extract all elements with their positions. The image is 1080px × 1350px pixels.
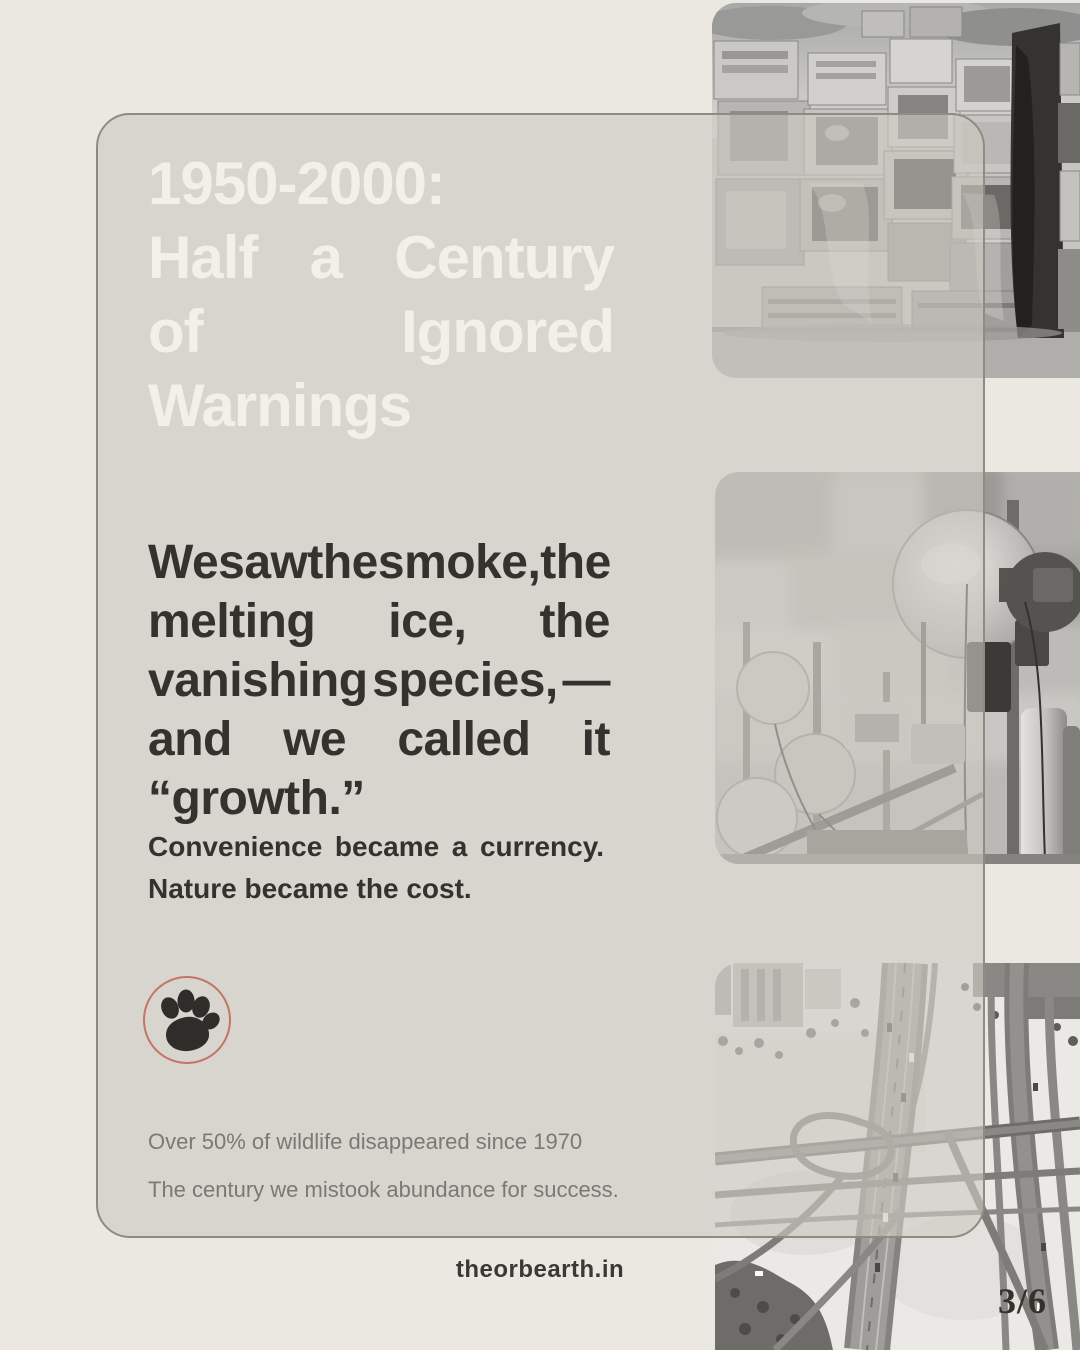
statement-line: “growth.” <box>148 772 365 825</box>
content-card <box>96 113 985 1238</box>
statement-line: and we called it <box>148 713 610 766</box>
subtext-line: Convenience became a currency. <box>148 831 604 862</box>
paw-icon <box>142 975 232 1065</box>
statement-line: We saw the smoke, the <box>148 536 611 589</box>
statement-line: melting ice, the <box>148 595 610 648</box>
caption-line: Over 50% of wildlife disappeared since 1970 <box>148 1129 583 1154</box>
paw-badge <box>142 975 232 1065</box>
title-line: of Ignored <box>148 298 614 365</box>
caption <box>148 1127 619 1205</box>
caption-line: The century we mistook abundance for success. <box>148 1177 619 1202</box>
page-indicator: 3/6 <box>998 1281 1048 1321</box>
page-title <box>148 147 614 443</box>
title-line: Warnings <box>148 372 412 439</box>
title-line: Half a Century <box>148 224 614 291</box>
statement-line: vanishing species, — <box>148 654 610 707</box>
subtext-line: Nature became the cost. <box>148 873 472 904</box>
statement-text <box>148 533 610 828</box>
subtext <box>148 826 604 910</box>
footer-brand: theorbearth.in <box>455 1256 625 1283</box>
title-line: 1950-2000: <box>148 150 445 217</box>
